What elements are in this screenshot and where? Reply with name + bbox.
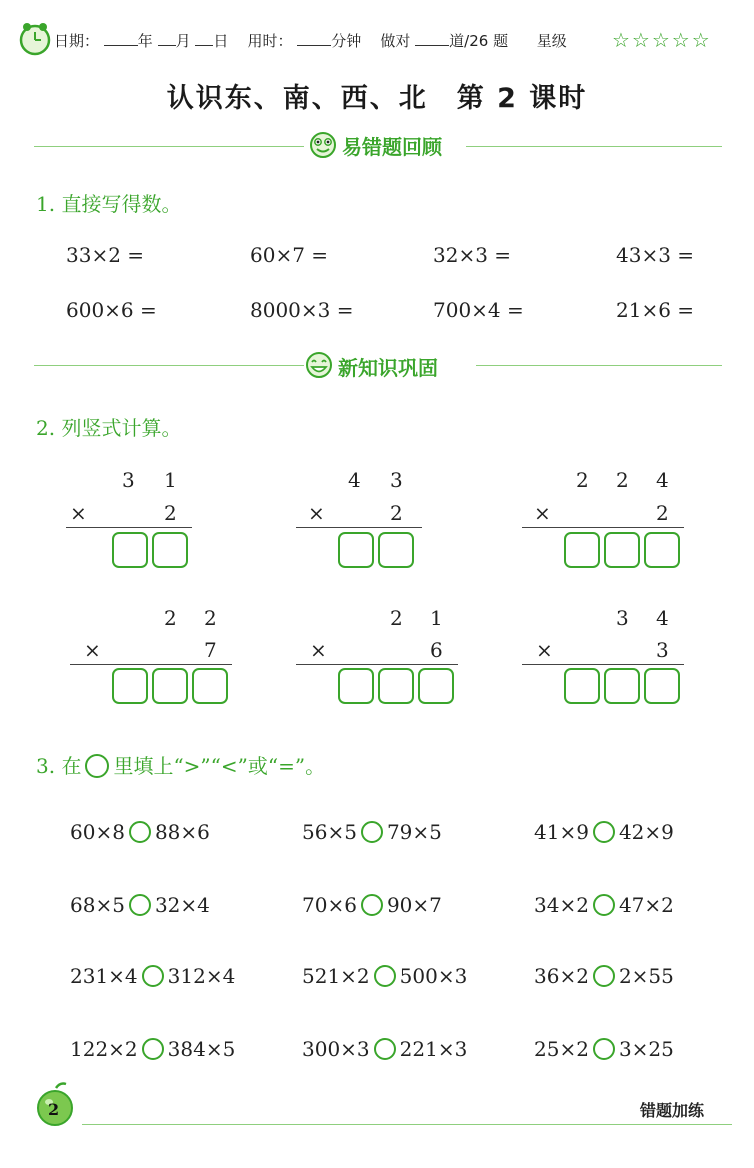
- q1-item: 600×6 =: [66, 298, 157, 322]
- answer-box[interactable]: [604, 532, 640, 568]
- time-label: 用时：: [247, 32, 293, 50]
- answer-box[interactable]: [564, 668, 600, 704]
- compare-circle[interactable]: [593, 965, 615, 987]
- answer-box[interactable]: [564, 532, 600, 568]
- compare-item: 25×2 3×25: [534, 1037, 674, 1061]
- compare-circle[interactable]: [593, 1038, 615, 1060]
- q2-prompt: 2. 列竖式计算。: [36, 416, 182, 440]
- compare-item: 68×5 32×4: [70, 893, 210, 917]
- correct-blank: [415, 33, 449, 46]
- footer-label: 错题加练: [639, 1101, 704, 1120]
- correct-label: 做对: [380, 32, 411, 50]
- day-blank: [195, 33, 213, 46]
- compare-circle[interactable]: [361, 894, 383, 916]
- compare-circle[interactable]: [142, 965, 164, 987]
- clock-icon: [18, 22, 52, 56]
- answer-box[interactable]: [604, 668, 640, 704]
- divider-left: [34, 146, 304, 147]
- compare-item: 60×8 88×6: [70, 820, 210, 844]
- compare-circle[interactable]: [361, 821, 383, 843]
- q3-prompt: 3. 在 里填上“>”“<”或“=”。: [36, 754, 326, 778]
- compare-circle[interactable]: [374, 1038, 396, 1060]
- answer-box[interactable]: [418, 668, 454, 704]
- date-label: 日期：: [54, 32, 100, 50]
- divider-left: [34, 365, 304, 366]
- answer-box[interactable]: [378, 668, 414, 704]
- time-blank: [297, 33, 331, 46]
- answer-box[interactable]: [644, 532, 680, 568]
- q1-item: 60×7 =: [250, 243, 329, 267]
- q1-item: 8000×3 =: [250, 298, 354, 322]
- divider-right: [476, 365, 722, 366]
- q1-item: 21×6 =: [616, 298, 695, 322]
- answer-box[interactable]: [152, 532, 188, 568]
- worksheet-header: 日期： 年 月 日 用时： 分钟 做对 道/26 题 星级: [54, 32, 567, 50]
- answer-box[interactable]: [112, 668, 148, 704]
- page-title: 认识东、南、西、北 第 2 课时: [166, 83, 588, 114]
- answer-box[interactable]: [644, 668, 680, 704]
- compare-circle[interactable]: [129, 894, 151, 916]
- compare-item: 521×2 500×3: [302, 964, 468, 988]
- q1-item: 33×2 =: [66, 243, 145, 267]
- answer-box[interactable]: [192, 668, 228, 704]
- footer-line: [82, 1124, 732, 1125]
- q1-item: 32×3 =: [433, 243, 512, 267]
- compare-circle[interactable]: [374, 965, 396, 987]
- q1-item: 700×4 =: [433, 298, 524, 322]
- smiley-icon: [308, 130, 338, 160]
- star-rating: ☆☆☆☆☆: [612, 28, 712, 52]
- rating-label: 星级: [536, 32, 567, 50]
- answer-box[interactable]: [152, 668, 188, 704]
- compare-item: 70×6 90×7: [302, 893, 442, 917]
- answer-box[interactable]: [338, 532, 374, 568]
- circle-icon: [85, 754, 109, 778]
- compare-circle[interactable]: [593, 821, 615, 843]
- divider-right: [466, 146, 722, 147]
- page-number: 2: [48, 1100, 60, 1119]
- answer-box[interactable]: [112, 532, 148, 568]
- compare-item: 34×2 47×2: [534, 893, 674, 917]
- laughing-face-icon: [304, 350, 334, 380]
- compare-item: 41×9 42×9: [534, 820, 674, 844]
- compare-circle[interactable]: [593, 894, 615, 916]
- compare-item: 300×3 221×3: [302, 1037, 468, 1061]
- section-practice-label: 新知识巩固: [338, 356, 438, 380]
- page-footer: [22, 1060, 734, 1144]
- compare-circle[interactable]: [142, 1038, 164, 1060]
- q1-item: 43×3 =: [616, 243, 695, 267]
- compare-item: 36×2 2×55: [534, 964, 674, 988]
- year-blank: [104, 33, 138, 46]
- q1-prompt: 1. 直接写得数。: [36, 192, 182, 216]
- answer-box[interactable]: [378, 532, 414, 568]
- answer-box[interactable]: [338, 668, 374, 704]
- compare-item: 231×4 312×4: [70, 964, 236, 988]
- section-review-label: 易错题回顾: [342, 135, 442, 159]
- month-blank: [158, 33, 176, 46]
- compare-item: 56×5 79×5: [302, 820, 442, 844]
- compare-item: 122×2 384×5: [70, 1037, 236, 1061]
- compare-circle[interactable]: [129, 821, 151, 843]
